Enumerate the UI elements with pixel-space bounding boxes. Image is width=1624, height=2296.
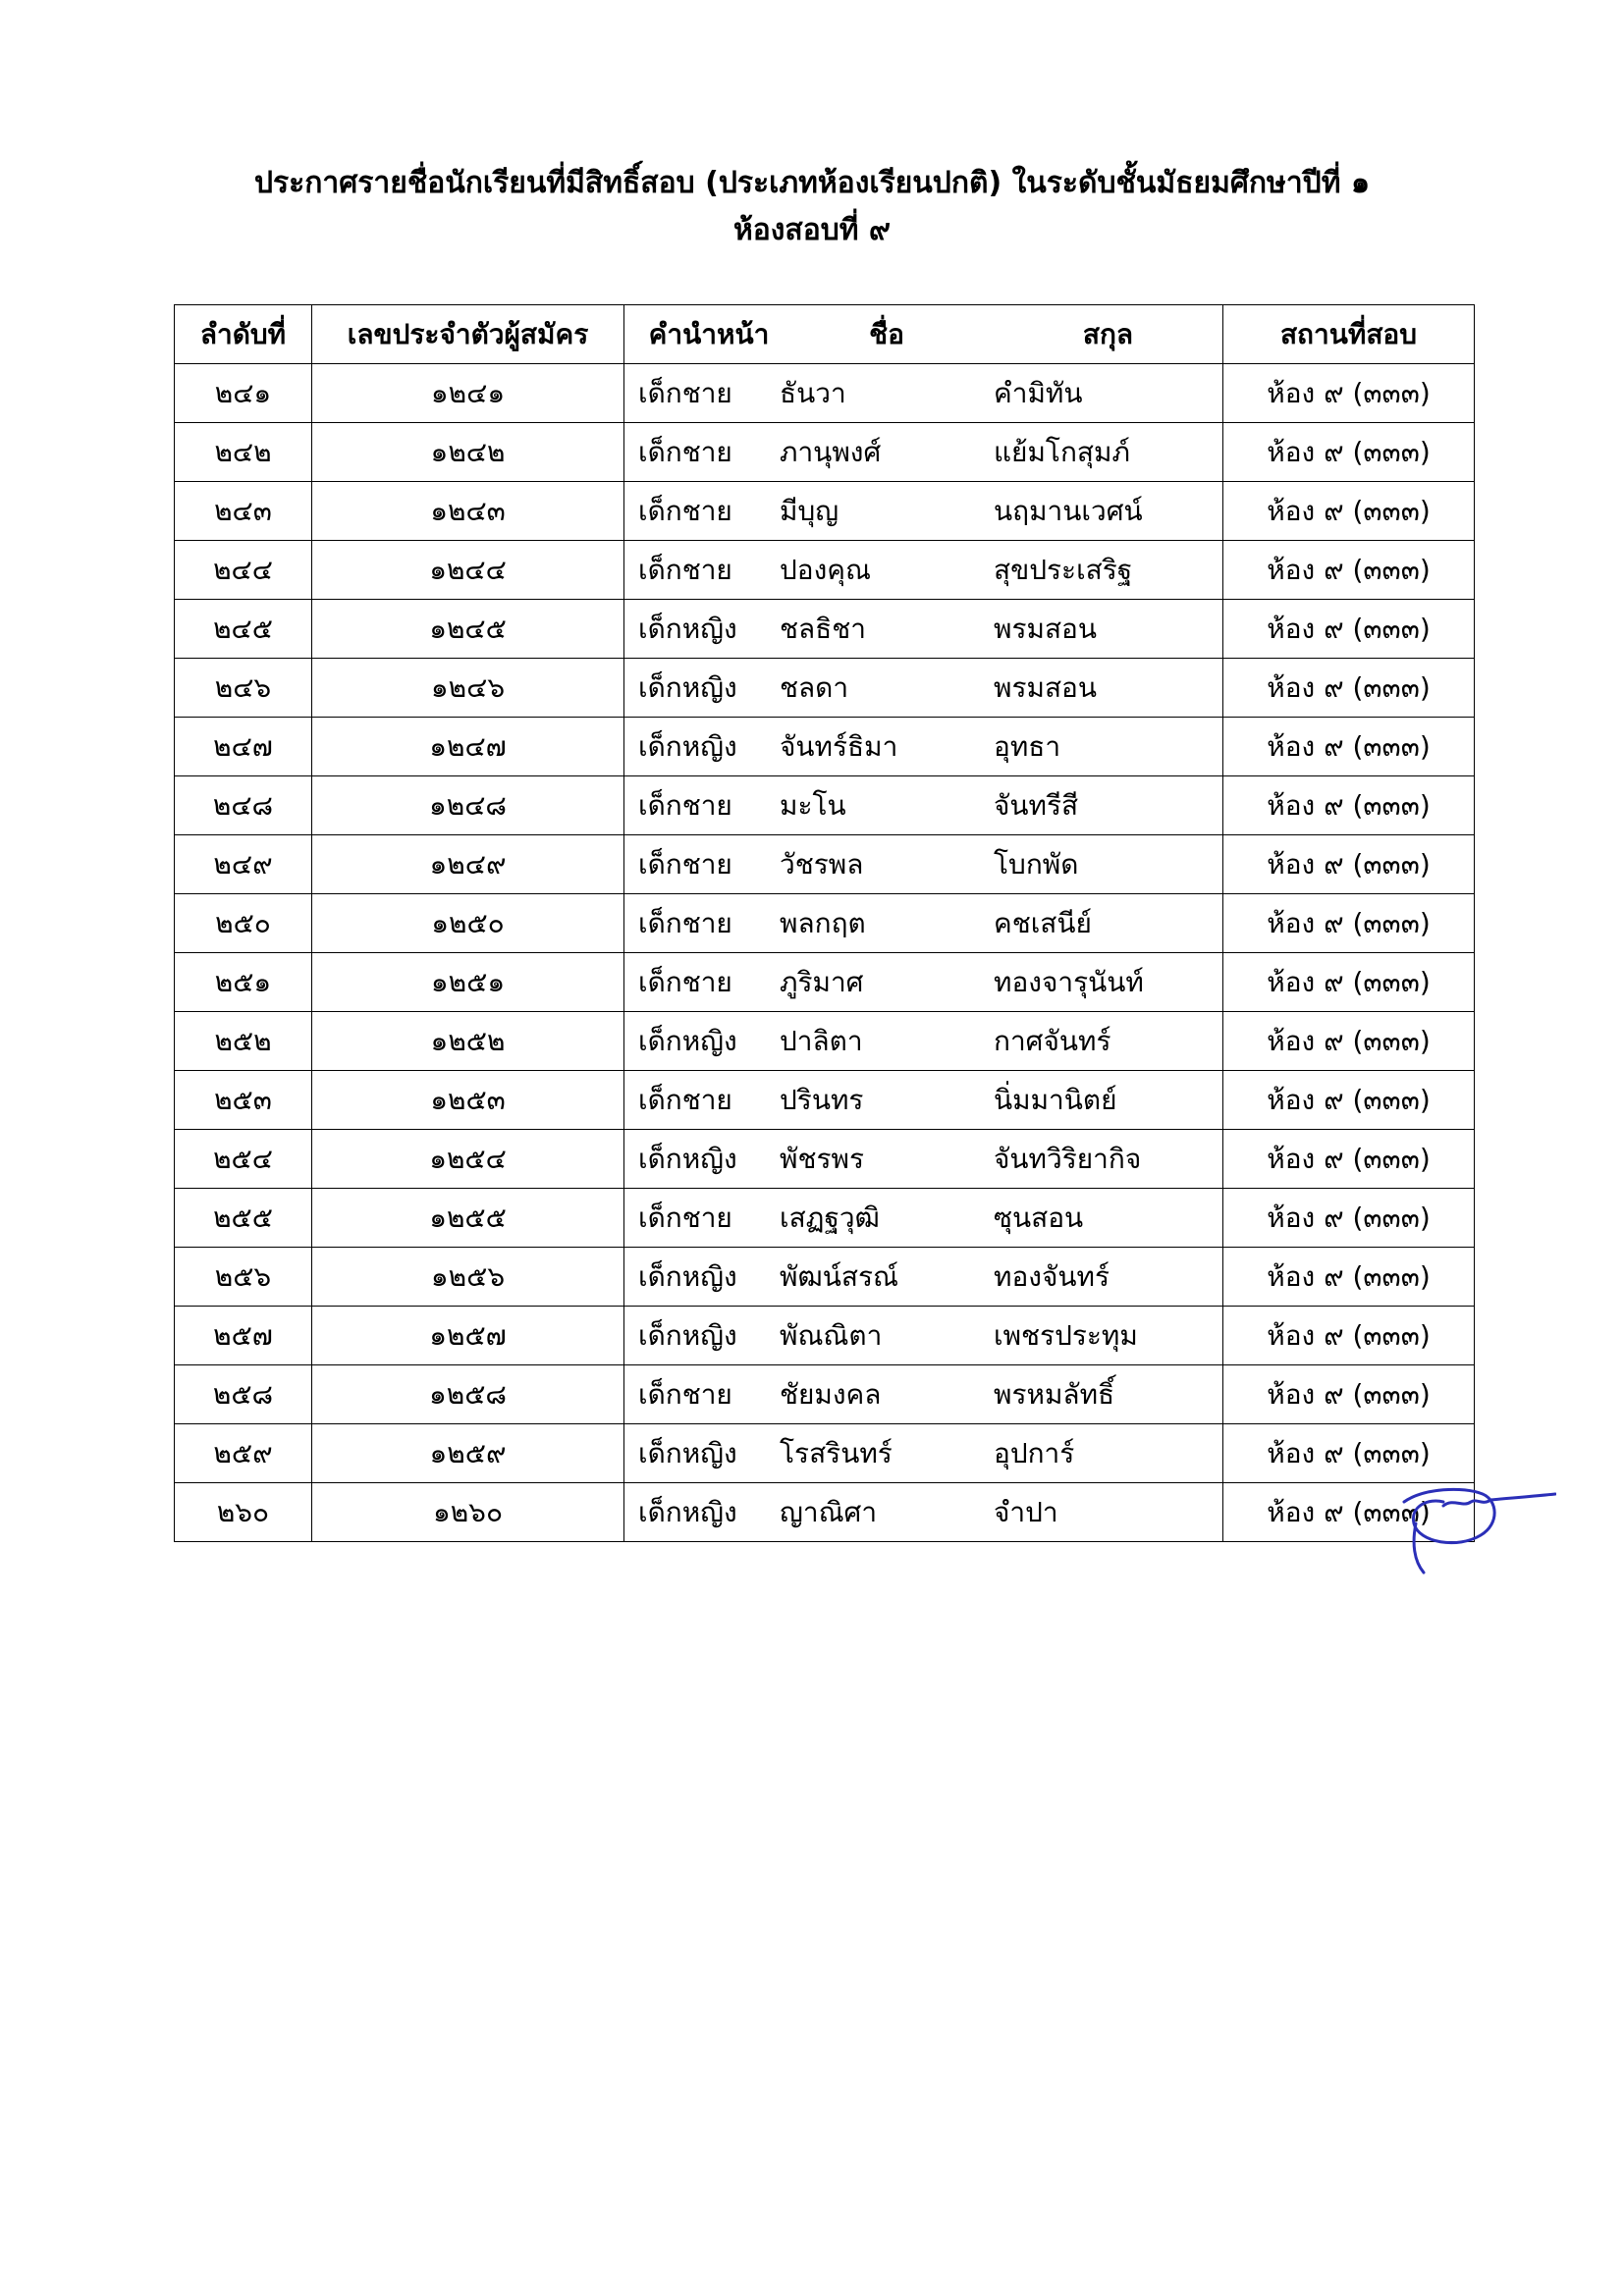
cell-exam-room: ห้อง ๙ (๓๓๓): [1223, 1365, 1475, 1424]
cell-last-name: คำมิทัน: [994, 376, 1083, 409]
cell-first-name: ญาณิศา: [780, 1495, 878, 1528]
cell-last-name: อุทธา: [994, 729, 1061, 763]
cell-applicant-id: ๑๒๕๓: [312, 1071, 624, 1130]
cell-no: ๒๔๗: [175, 718, 312, 776]
cell-applicant-id: ๑๒๔๑: [312, 364, 624, 423]
cell-prefix: เด็กหญิง: [638, 729, 737, 763]
cell-applicant-id: ๑๒๔๒: [312, 423, 624, 482]
page-title: [0, 160, 1624, 254]
cell-no: ๒๕๕: [175, 1189, 312, 1248]
cell-last-name: จำปา: [994, 1495, 1058, 1528]
cell-exam-room: ห้อง ๙ (๓๓๓): [1223, 1189, 1475, 1248]
cell-no: ๒๕๘: [175, 1365, 312, 1424]
cell-last-name: โบกพัด: [994, 847, 1079, 881]
cell-first-name: ชลธิชา: [780, 612, 866, 645]
cell-last-name: กาศจันทร์: [994, 1024, 1111, 1057]
cell-last-name: เพชรประทุม: [994, 1318, 1138, 1352]
cell-first-name: ปาลิตา: [780, 1024, 863, 1057]
table-row: [175, 1365, 1475, 1424]
cell-name-group: [624, 1189, 1223, 1248]
cell-no: ๒๕๓: [175, 1071, 312, 1130]
cell-no: ๒๔๕: [175, 600, 312, 659]
table-row: [175, 894, 1475, 953]
cell-name-group: [624, 953, 1223, 1012]
table-row: [175, 482, 1475, 541]
cell-exam-room: ห้อง ๙ (๓๓๓): [1223, 1483, 1475, 1542]
cell-name-group: [624, 1483, 1223, 1542]
table-row: [175, 1248, 1475, 1307]
cell-no: ๒๖๐: [175, 1483, 312, 1542]
cell-no: ๒๕๗: [175, 1307, 312, 1365]
table-row: [175, 364, 1475, 423]
cell-last-name: นิ่มมานิตย์: [994, 1083, 1117, 1116]
cell-applicant-id: ๑๒๕๕: [312, 1189, 624, 1248]
cell-no: ๒๕๐: [175, 894, 312, 953]
table-row: [175, 600, 1475, 659]
cell-prefix: เด็กชาย: [638, 847, 732, 881]
cell-exam-room: ห้อง ๙ (๓๓๓): [1223, 1071, 1475, 1130]
cell-applicant-id: ๑๒๕๙: [312, 1424, 624, 1483]
title-line-1: ประกาศรายชื่อนักเรียนที่มีสิทธิ์สอบ (ประเภทห้องเรียนปกติ) ในระดับชั้นมัธยมศึกษาปีที่ ๑: [253, 166, 1370, 200]
cell-applicant-id: ๑๒๕๗: [312, 1307, 624, 1365]
cell-exam-room: ห้อง ๙ (๓๓๓): [1223, 482, 1475, 541]
cell-last-name: อุปการ์: [994, 1436, 1075, 1469]
cell-last-name: พรหมลัทธิ์: [994, 1377, 1115, 1411]
cell-applicant-id: ๑๒๔๘: [312, 776, 624, 835]
cell-exam-room: ห้อง ๙ (๓๓๓): [1223, 1307, 1475, 1365]
table-row: [175, 1483, 1475, 1542]
cell-first-name: วัชรพล: [780, 847, 864, 881]
cell-first-name: พัชรพร: [780, 1142, 864, 1175]
table-row: [175, 1071, 1475, 1130]
cell-no: ๒๕๙: [175, 1424, 312, 1483]
cell-exam-room: ห้อง ๙ (๓๓๓): [1223, 423, 1475, 482]
cell-no: ๒๔๘: [175, 776, 312, 835]
cell-name-group: [624, 541, 1223, 600]
cell-last-name: สุขประเสริฐ: [994, 553, 1133, 586]
cell-last-name: พรมสอน: [994, 670, 1097, 704]
title-line-2: ห้องสอบที่ ๙: [732, 213, 891, 247]
cell-prefix: เด็กชาย: [638, 788, 732, 822]
cell-exam-room: ห้อง ๙ (๓๓๓): [1223, 1424, 1475, 1483]
cell-last-name: ทองจารุนันท์: [994, 965, 1144, 998]
cell-prefix: เด็กชาย: [638, 1377, 732, 1411]
cell-no: ๒๕๒: [175, 1012, 312, 1071]
table-row: [175, 718, 1475, 776]
cell-prefix: เด็กชาย: [638, 965, 732, 998]
cell-first-name: ภูริมาศ: [780, 965, 864, 998]
cell-name-group: [624, 1071, 1223, 1130]
cell-prefix: เด็กหญิง: [638, 1318, 737, 1352]
cell-prefix: เด็กชาย: [638, 494, 732, 527]
cell-first-name: พัฒน์สรณ์: [780, 1259, 898, 1293]
cell-first-name: มะโน: [780, 788, 846, 822]
cell-exam-room: ห้อง ๙ (๓๓๓): [1223, 1248, 1475, 1307]
table-row: [175, 1012, 1475, 1071]
cell-name-group: [624, 1365, 1223, 1424]
cell-no: ๒๔๖: [175, 659, 312, 718]
cell-prefix: เด็กชาย: [638, 376, 732, 409]
cell-no: ๒๕๑: [175, 953, 312, 1012]
table-row: [175, 659, 1475, 718]
cell-applicant-id: ๑๒๔๗: [312, 718, 624, 776]
cell-no: ๒๔๒: [175, 423, 312, 482]
cell-prefix: เด็กชาย: [638, 553, 732, 586]
cell-first-name: จันทร์ธิมา: [780, 729, 898, 763]
cell-first-name: ปองคุณ: [780, 553, 871, 586]
cell-first-name: พัณณิตา: [780, 1318, 883, 1352]
table-header-row: [175, 305, 1475, 364]
cell-exam-room: ห้อง ๙ (๓๓๓): [1223, 953, 1475, 1012]
cell-applicant-id: ๑๒๔๔: [312, 541, 624, 600]
cell-prefix: เด็กหญิง: [638, 1495, 737, 1528]
cell-no: ๒๕๖: [175, 1248, 312, 1307]
cell-prefix: เด็กชาย: [638, 906, 732, 939]
cell-applicant-id: ๑๒๕๔: [312, 1130, 624, 1189]
cell-prefix: เด็กหญิง: [638, 612, 737, 645]
cell-no: ๒๕๔: [175, 1130, 312, 1189]
cell-name-group: [624, 423, 1223, 482]
cell-name-group: [624, 1130, 1223, 1189]
cell-last-name: จันทรีสี: [994, 788, 1079, 822]
cell-first-name: มีบุญ: [780, 494, 839, 527]
cell-name-group: [624, 1307, 1223, 1365]
header-prefix: คำนำหน้า: [648, 317, 770, 350]
cell-exam-room: ห้อง ๙ (๓๓๓): [1223, 718, 1475, 776]
cell-applicant-id: ๑๒๔๖: [312, 659, 624, 718]
table-row: [175, 1307, 1475, 1365]
cell-first-name: ปรินทร: [780, 1083, 864, 1116]
cell-applicant-id: ๑๒๔๙: [312, 835, 624, 894]
cell-prefix: เด็กชาย: [638, 1083, 732, 1116]
cell-no: ๒๔๑: [175, 364, 312, 423]
candidate-table: [174, 304, 1475, 1542]
header-name-group: [624, 305, 1223, 364]
cell-name-group: [624, 659, 1223, 718]
cell-exam-room: ห้อง ๙ (๓๓๓): [1223, 776, 1475, 835]
cell-name-group: [624, 776, 1223, 835]
header-applicant-id: เลขประจำตัวผู้สมัคร: [312, 305, 624, 364]
cell-last-name: คชเสนีย์: [994, 906, 1092, 939]
table-row: [175, 835, 1475, 894]
header-last-name: สกุล: [1082, 317, 1134, 350]
header-no: ลำดับที่: [175, 305, 312, 364]
cell-no: ๒๔๓: [175, 482, 312, 541]
cell-no: ๒๔๔: [175, 541, 312, 600]
header-first-name: ชื่อ: [869, 317, 904, 350]
cell-name-group: [624, 1012, 1223, 1071]
cell-exam-room: ห้อง ๙ (๓๓๓): [1223, 835, 1475, 894]
cell-last-name: พรมสอน: [994, 612, 1097, 645]
cell-applicant-id: ๑๒๕๖: [312, 1248, 624, 1307]
cell-name-group: [624, 600, 1223, 659]
cell-applicant-id: ๑๒๔๕: [312, 600, 624, 659]
cell-prefix: เด็กชาย: [638, 435, 732, 468]
cell-applicant-id: ๑๒๕๘: [312, 1365, 624, 1424]
cell-applicant-id: ๑๒๕๐: [312, 894, 624, 953]
cell-prefix: เด็กหญิง: [638, 670, 737, 704]
signature: [1384, 1484, 1556, 1575]
cell-first-name: ธันวา: [780, 376, 846, 409]
cell-prefix: เด็กหญิง: [638, 1024, 737, 1057]
cell-name-group: [624, 1424, 1223, 1483]
cell-exam-room: ห้อง ๙ (๓๓๓): [1223, 894, 1475, 953]
table-row: [175, 1424, 1475, 1483]
table-row: [175, 776, 1475, 835]
cell-applicant-id: ๑๒๖๐: [312, 1483, 624, 1542]
cell-exam-room: ห้อง ๙ (๓๓๓): [1223, 541, 1475, 600]
table-row: [175, 423, 1475, 482]
cell-applicant-id: ๑๒๔๓: [312, 482, 624, 541]
cell-name-group: [624, 482, 1223, 541]
table-row: [175, 541, 1475, 600]
cell-exam-room: ห้อง ๙ (๓๓๓): [1223, 1130, 1475, 1189]
cell-exam-room: ห้อง ๙ (๓๓๓): [1223, 600, 1475, 659]
cell-name-group: [624, 835, 1223, 894]
cell-no: ๒๔๙: [175, 835, 312, 894]
cell-exam-room: ห้อง ๙ (๓๓๓): [1223, 364, 1475, 423]
table-row: [175, 1130, 1475, 1189]
cell-last-name: แย้มโกสุมภ์: [994, 435, 1130, 468]
cell-first-name: พลกฤต: [780, 906, 866, 939]
cell-prefix: เด็กชาย: [638, 1201, 732, 1234]
cell-name-group: [624, 1248, 1223, 1307]
table-row: [175, 953, 1475, 1012]
cell-prefix: เด็กหญิง: [638, 1436, 737, 1469]
cell-prefix: เด็กหญิง: [638, 1259, 737, 1293]
cell-first-name: ชลดา: [780, 670, 849, 704]
cell-name-group: [624, 718, 1223, 776]
cell-last-name: ทองจันทร์: [994, 1259, 1110, 1293]
table-body: [175, 364, 1475, 1542]
cell-applicant-id: ๑๒๕๑: [312, 953, 624, 1012]
cell-exam-room: ห้อง ๙ (๓๓๓): [1223, 1012, 1475, 1071]
cell-exam-room: ห้อง ๙ (๓๓๓): [1223, 659, 1475, 718]
cell-last-name: นฤมานเวศน์: [994, 494, 1143, 527]
cell-first-name: ภานุพงศ์: [780, 435, 882, 468]
table-row: [175, 1189, 1475, 1248]
cell-last-name: ซุนสอน: [994, 1201, 1084, 1234]
cell-name-group: [624, 894, 1223, 953]
cell-first-name: โรสรินทร์: [780, 1436, 893, 1469]
cell-first-name: เสฏฐวุฒิ: [780, 1201, 880, 1234]
cell-name-group: [624, 364, 1223, 423]
cell-applicant-id: ๑๒๕๒: [312, 1012, 624, 1071]
header-exam-room: สถานที่สอบ: [1223, 305, 1475, 364]
cell-last-name: จันทวิริยากิจ: [994, 1142, 1142, 1175]
cell-first-name: ชัยมงคล: [780, 1377, 882, 1411]
cell-prefix: เด็กหญิง: [638, 1142, 737, 1175]
